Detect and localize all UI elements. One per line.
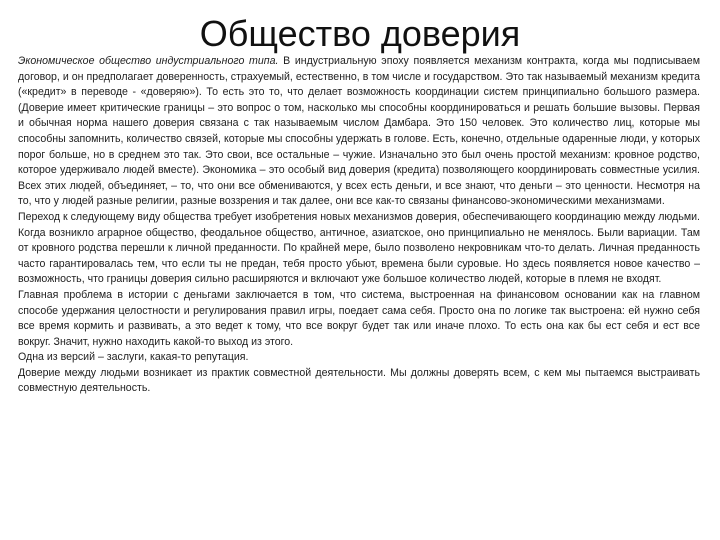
paragraph-1-text: В индустриальную эпоху появляется механизм контракта, когда мы подписываем договор, и он предполагает доверенность, страхуемый, естественно, в том числе и государством. Это так называемый механизм кредита («кредит» в переводе - «доверяю»). То есть это то, что делает возможность координации систем принципиально большого размера. (Доверие имеет критические границы – это вопрос о том, насколько мы способны координироваться и решать большие вызовы. Первая и обычная норма нашего доверия связана с так называемым числом Дамбара. Это 150 человек. Это количество лиц, которые мы способны запомнить, количество связей, которые мы способны удержать в голове. Есть, конечно, отдельные одаренные люди, у которых порог больше, но в среднем это так. Это свои, все остальные – чужие. Изначально это был очень простой механизм: кровное родство, которое удерживало людей вместе). Экономика – это особый вид доверия (кредита) позволяющего координировать совместные усилия. Всех этих людей, объединяет, – то, что они все обмениваются, у всех есть деньги, и все знают, что деньги – это ценности. Несмотря на то, что у людей разные религии, разные воззрения и так далее, они все как-то связаны финансово-экономическими механизмами. bbox=[18, 55, 700, 208]
paragraph-3: Главная проблема в истории с деньгами заключается в том, что система, выстроенная на финансовом основании как на главном способе удержания целостности и регулирования правил игры, поедает сама себя. Просто она по логике так выстроена: ей нужно себя все время кормить и развивать, а это ведет к тому, что все вокруг будет так или иначе плохо. То есть она как бы ест себя и ест все вокруг. Значит, нужно находить какой-то выход из этого. bbox=[18, 288, 700, 348]
slide-body bbox=[18, 54, 700, 397]
slide-title: Общество доверия bbox=[199, 13, 521, 54]
paragraph-5: Доверие между людьми возникает из практик совместной деятельности. Мы должны доверять всем, с кем мы пытаемся выстраивать совместную деятельность. bbox=[18, 366, 700, 395]
paragraph-1 bbox=[18, 54, 700, 210]
paragraph-4: Одна из версий – заслуги, какая-то репутация. bbox=[18, 351, 249, 364]
paragraph-2: Переход к следующему виду общества требует изобретения новых механизмов доверия, обеспечивающего координацию между людьми. Когда возникло аграрное общество, феодальное общество, античное, азиатское, оно принципиально не менялось. Были вариации. Там от кровного родства перешли к личной преданности. По крайней мере, было позволено некровникам что-то делать. Личная преданность часто гарантировалась тем, что если ты не предан, тебя просто убьют, времена были суровые. Но здесь появляется новое качество – возможность, что границы доверия сильно расширяются и включают уже большое количество людей, которые в племя не входят. bbox=[18, 210, 700, 286]
lead-italic-phrase: Экономическое общество индустриального типа. bbox=[18, 55, 279, 67]
